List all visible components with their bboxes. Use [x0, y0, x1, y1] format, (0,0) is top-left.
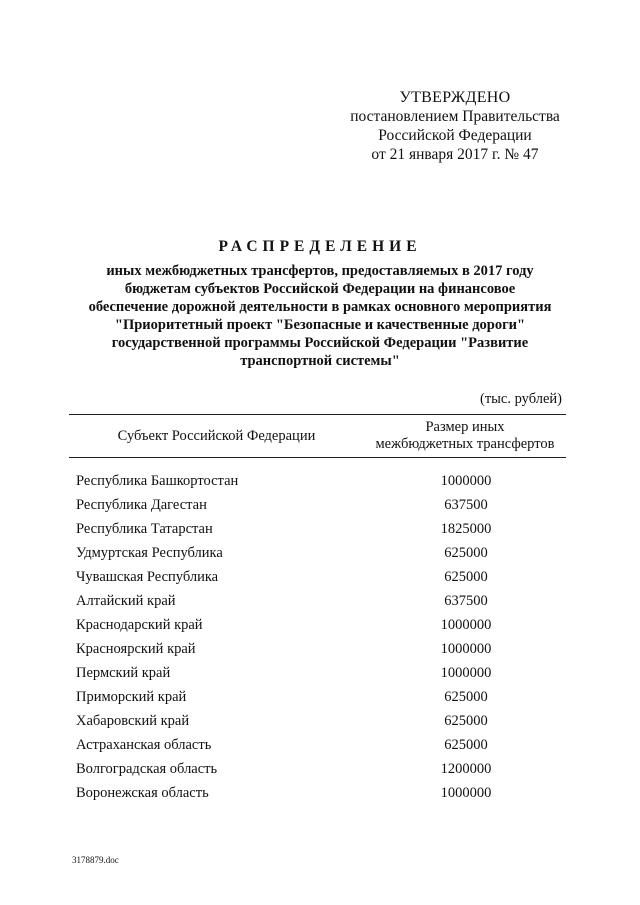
table-row [76, 542, 566, 566]
amount-cell: 637500 [444, 497, 488, 513]
amount-cell: 637500 [444, 593, 488, 609]
subtitle-line: бюджетам субъектов Российской Федерации на финансовое [124, 281, 516, 297]
approval-heading: УТВЕРЖДЕНО [399, 89, 511, 106]
approval-block [330, 88, 580, 164]
amount-cell: 1825000 [440, 521, 492, 537]
amount-cell: 625000 [444, 569, 488, 585]
amount-cell: 1000000 [440, 785, 492, 801]
amount-cell: 625000 [444, 689, 488, 705]
document-subtitle [60, 262, 580, 370]
header-amount-line-2: межбюджетных трансфертов [375, 436, 555, 452]
subject-cell: Республика Башкортостан [76, 473, 239, 489]
table-row [76, 662, 566, 686]
file-reference: 3178879.doc [72, 855, 119, 865]
table-row [76, 782, 566, 806]
amount-cell: 1000000 [440, 665, 492, 681]
subject-cell: Пермский край [76, 665, 171, 681]
document-title: РАСПРЕДЕЛЕНИЕ [218, 238, 422, 255]
amount-cell: 1000000 [440, 617, 492, 633]
table-body [76, 470, 566, 806]
subtitle-line: обеспечение дорожной деятельности в рамках основного мероприятия [88, 299, 552, 315]
subject-cell: Воронежская область [76, 785, 209, 801]
subject-cell: Чувашская Республика [76, 569, 219, 585]
subtitle-line: иных межбюджетных трансфертов, предоставляемых в 2017 году [106, 263, 534, 279]
header-subject: Субъект Российской Федерации [117, 427, 316, 444]
table-header [69, 414, 566, 458]
table-row [76, 758, 566, 782]
table-row [76, 590, 566, 614]
table-row [76, 686, 566, 710]
table-row [76, 518, 566, 542]
subject-cell: Республика Дагестан [76, 497, 207, 513]
table-row [76, 638, 566, 662]
amount-cell: 625000 [444, 737, 488, 753]
header-amount [364, 415, 566, 457]
table-row [76, 566, 566, 590]
table-row [76, 614, 566, 638]
subject-cell: Удмуртская Республика [76, 545, 223, 561]
table-row [76, 710, 566, 734]
subject-cell: Краснодарский край [76, 617, 203, 633]
subject-cell: Астраханская область [76, 737, 212, 753]
subject-cell: Красноярский край [76, 641, 196, 657]
approval-line-3: от 21 января 2017 г. № 47 [371, 146, 539, 163]
amount-cell: 625000 [444, 713, 488, 729]
subtitle-line: транспортной системы" [240, 353, 400, 369]
subject-cell: Приморский край [76, 689, 187, 705]
subject-cell: Республика Татарстан [76, 521, 213, 537]
header-amount-line-1: Размер иных [425, 419, 505, 435]
table-row [76, 470, 566, 494]
subject-cell: Хабаровский край [76, 713, 190, 729]
subject-cell: Алтайский край [76, 593, 176, 609]
subtitle-line: государственной программы Российской Федерации "Развитие [111, 335, 529, 351]
approval-line-1: постановлением Правительства [350, 108, 560, 125]
units-label: (тыс. рублей) [480, 391, 562, 407]
amount-cell: 1000000 [440, 641, 492, 657]
subtitle-line: "Приоритетный проект "Безопасные и качественные дороги" [114, 317, 526, 333]
approval-line-2: Российской Федерации [378, 127, 532, 144]
subject-cell: Волгоградская область [76, 761, 218, 777]
amount-cell: 625000 [444, 545, 488, 561]
table-row [76, 494, 566, 518]
table-row [76, 734, 566, 758]
amount-cell: 1200000 [440, 761, 492, 777]
amount-cell: 1000000 [440, 473, 492, 489]
